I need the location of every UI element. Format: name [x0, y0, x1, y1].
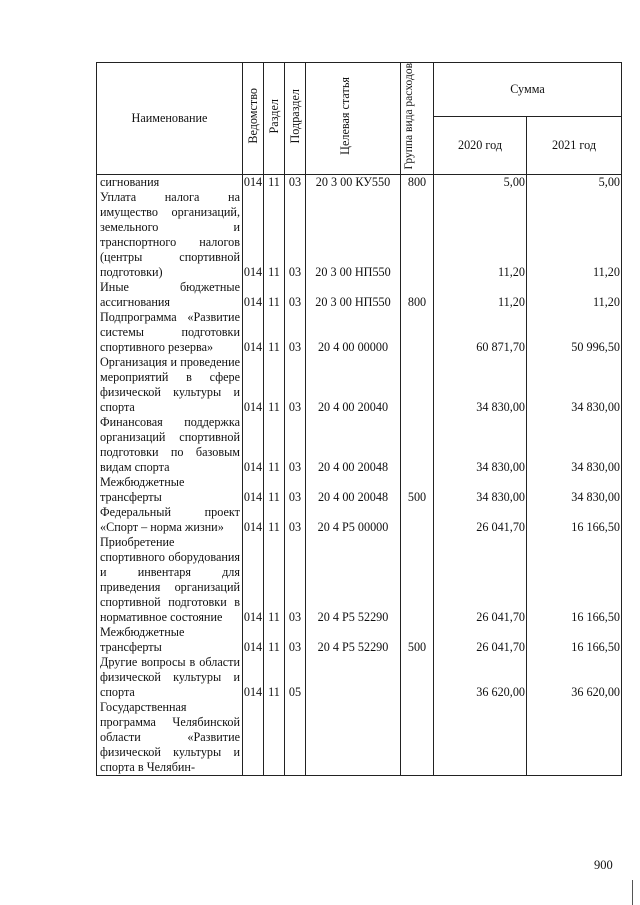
cell-vedomstvo — [243, 700, 264, 776]
table-row — [97, 280, 622, 310]
cell-gruppa — [401, 700, 434, 776]
cell-celevaya-statya: 20 4 00 20048 — [306, 415, 401, 475]
cell-razdel: 11 — [264, 174, 285, 190]
cell-name: Приобретение спортивного оборудования и инвентаря для приведения организаций спортивной подготовки в нормативное состояние — [97, 535, 243, 625]
cell-gruppa: 500 — [401, 625, 434, 655]
cell-podrazdel: 03 — [285, 355, 306, 415]
cell-razdel: 11 — [264, 310, 285, 355]
cell-razdel: 11 — [264, 535, 285, 625]
cell-vedomstvo: 014 — [243, 655, 264, 700]
cell-sum-2020: 11,20 — [434, 280, 527, 310]
cell-sum-2020: 60 871,70 — [434, 310, 527, 355]
cell-name: Организация и проведение мероприятий в сфере физической культуры и спорта — [97, 355, 243, 415]
cell-celevaya-statya: 20 4 00 20040 — [306, 355, 401, 415]
cell-podrazdel: 03 — [285, 190, 306, 280]
page-edge-mark — [632, 880, 633, 905]
cell-razdel: 11 — [264, 655, 285, 700]
cell-gruppa — [401, 355, 434, 415]
cell-celevaya-statya: 20 3 00 НП550 — [306, 190, 401, 280]
cell-vedomstvo: 014 — [243, 535, 264, 625]
cell-gruppa — [401, 310, 434, 355]
cell-razdel: 11 — [264, 355, 285, 415]
cell-gruppa — [401, 415, 434, 475]
table-row — [97, 535, 622, 625]
cell-gruppa — [401, 535, 434, 625]
table-row — [97, 655, 622, 700]
cell-celevaya-statya: 20 4 P5 52290 — [306, 625, 401, 655]
cell-sum-2020 — [434, 700, 527, 776]
cell-sum-2021: 34 830,00 — [527, 475, 622, 505]
table-row — [97, 174, 622, 190]
header-podrazdel: Подраздел — [285, 63, 306, 175]
cell-sum-2021: 11,20 — [527, 280, 622, 310]
budget-table — [96, 62, 622, 776]
cell-razdel: 11 — [264, 625, 285, 655]
cell-celevaya-statya: 20 3 00 НП550 — [306, 280, 401, 310]
cell-sum-2020: 36 620,00 — [434, 655, 527, 700]
cell-vedomstvo: 014 — [243, 505, 264, 535]
cell-podrazdel: 03 — [285, 415, 306, 475]
cell-sum-2021: 5,00 — [527, 174, 622, 190]
table-row — [97, 310, 622, 355]
cell-sum-2020: 34 830,00 — [434, 475, 527, 505]
cell-podrazdel: 05 — [285, 655, 306, 700]
cell-name: Межбюджетные трансферты — [97, 475, 243, 505]
cell-name: Подпрограмма «Развитие системы подготовки спортивного резерва» — [97, 310, 243, 355]
cell-razdel: 11 — [264, 190, 285, 280]
table-header — [97, 63, 622, 175]
cell-podrazdel: 03 — [285, 505, 306, 535]
header-razdel: Раздел — [264, 63, 285, 175]
cell-sum-2021: 34 830,00 — [527, 355, 622, 415]
cell-name: Государственная программа Челябинской области «Развитие физической культуры и спорта в Челябин- — [97, 700, 243, 776]
cell-vedomstvo: 014 — [243, 475, 264, 505]
cell-celevaya-statya: 20 4 P5 52290 — [306, 535, 401, 625]
cell-podrazdel: 03 — [285, 475, 306, 505]
cell-name: Финансовая поддержка организаций спортивной подготовки по базовым видам спорта — [97, 415, 243, 475]
cell-razdel — [264, 700, 285, 776]
cell-celevaya-statya: 20 3 00 КУ550 — [306, 174, 401, 190]
cell-vedomstvo: 014 — [243, 310, 264, 355]
cell-podrazdel: 03 — [285, 280, 306, 310]
header-celevaya-statya: Целевая статья — [306, 63, 401, 175]
cell-gruppa — [401, 655, 434, 700]
cell-gruppa: 800 — [401, 174, 434, 190]
cell-celevaya-statya: 20 4 00 20048 — [306, 475, 401, 505]
cell-vedomstvo: 014 — [243, 174, 263, 189]
cell-sum-2021: 36 620,00 — [527, 655, 622, 700]
cell-podrazdel: 03 — [285, 625, 306, 655]
cell-sum-2020: 26 041,70 — [434, 625, 527, 655]
table-body — [97, 174, 622, 775]
cell-name: Другие вопросы в области физической культуры и спорта — [97, 655, 243, 700]
table-row — [97, 415, 622, 475]
cell-razdel: 11 — [264, 475, 285, 505]
cell-sum-2020: 34 830,00 — [434, 355, 527, 415]
cell-sum-2021: 16 166,50 — [527, 505, 622, 535]
cell-sum-2020: 11,20 — [434, 190, 527, 280]
table-row — [97, 625, 622, 655]
cell-name: Иные бюджетные ассигнования — [97, 280, 243, 310]
cell-sum-2020: 26 041,70 — [434, 535, 527, 625]
table-row — [97, 505, 622, 535]
header-year-2021: 2021 год — [527, 117, 622, 175]
header-name: Наименование — [97, 63, 243, 175]
cell-sum-2021 — [527, 700, 622, 776]
cell-gruppa — [401, 505, 434, 535]
cell-podrazdel: 03 — [285, 535, 306, 625]
cell-sum-2021: 16 166,50 — [527, 535, 622, 625]
cell-name: Межбюджетные трансферты — [97, 625, 243, 655]
table-row — [97, 355, 622, 415]
cell-vedomstvo: 014 — [243, 355, 264, 415]
header-summa: Сумма — [434, 63, 622, 117]
cell-sum-2021: 50 996,50 — [527, 310, 622, 355]
cell-sum-2020: 5,00 — [434, 174, 527, 190]
cell-name: сигнования — [97, 174, 243, 190]
cell-podrazdel — [285, 700, 306, 776]
cell-sum-2021: 11,20 — [527, 190, 622, 280]
cell-razdel: 11 — [264, 505, 285, 535]
cell-podrazdel: 03 — [285, 310, 306, 355]
cell-sum-2021: 34 830,00 — [527, 415, 622, 475]
table-row — [97, 475, 622, 505]
cell-celevaya-statya — [306, 700, 401, 776]
cell-razdel: 11 — [264, 415, 285, 475]
cell-celevaya-statya: 20 4 P5 00000 — [306, 505, 401, 535]
cell-razdel: 11 — [264, 280, 285, 310]
cell-vedomstvo: 014 — [243, 190, 264, 280]
cell-sum-2020: 34 830,00 — [434, 415, 527, 475]
cell-celevaya-statya — [306, 655, 401, 700]
cell-name: Уплата налога на имущество организаций, земельного и транспортного налогов (центры спортивной подготовки) — [97, 190, 243, 280]
cell-gruppa — [401, 190, 434, 280]
cell-gruppa: 800 — [401, 280, 434, 310]
cell-sum-2020: 26 041,70 — [434, 505, 527, 535]
page-number: 900 — [594, 858, 613, 872]
cell-podrazdel: 03 — [285, 174, 306, 190]
cell-gruppa: 500 — [401, 475, 434, 505]
cell-vedomstvo: 014 — [243, 280, 264, 310]
cell-celevaya-statya: 20 4 00 00000 — [306, 310, 401, 355]
cell-name: Федеральный проект «Спорт – норма жизни» — [97, 505, 243, 535]
header-gruppa-vida-raskhodov: Группа вида расходов — [401, 63, 434, 175]
header-year-2020: 2020 год — [434, 117, 527, 175]
cell-sum-2021: 16 166,50 — [527, 625, 622, 655]
table-row — [97, 190, 622, 280]
cell-vedomstvo: 014 — [243, 625, 264, 655]
header-vedomstvo: Ведомство — [243, 63, 264, 175]
table-row — [97, 700, 622, 776]
cell-vedomstvo: 014 — [243, 415, 264, 475]
